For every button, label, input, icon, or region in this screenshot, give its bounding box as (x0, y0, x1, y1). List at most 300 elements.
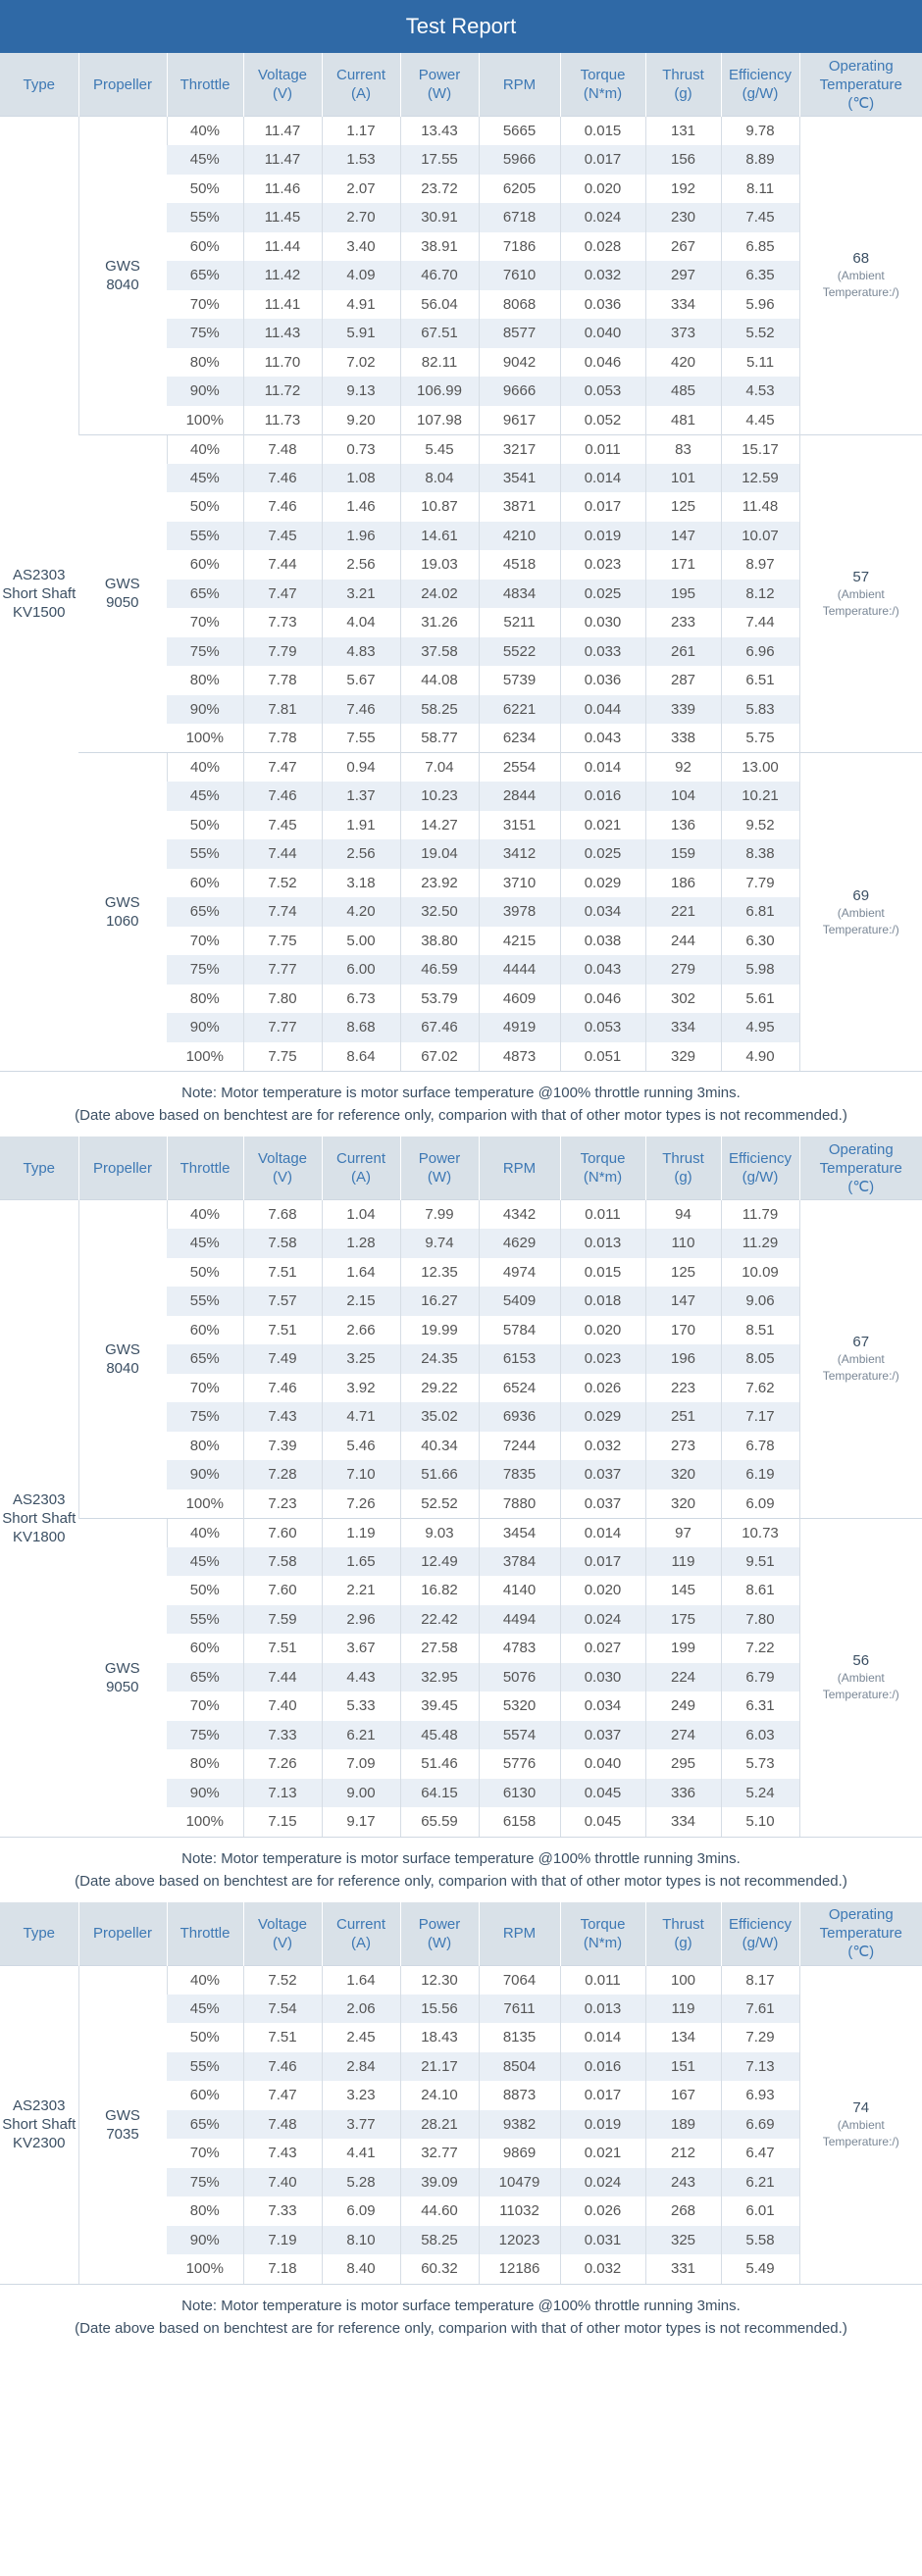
data-cell: 0.028 (560, 232, 645, 262)
data-cell: 90% (167, 377, 243, 406)
data-cell: 1.91 (322, 811, 400, 840)
data-cell: 6.79 (721, 1663, 799, 1692)
data-cell: 199 (645, 1634, 721, 1663)
data-cell: 7.80 (721, 1605, 799, 1635)
data-cell: 30.91 (400, 203, 479, 232)
data-cell: 0.017 (560, 492, 645, 522)
data-cell: 119 (645, 1995, 721, 2024)
data-cell: 4.20 (322, 897, 400, 927)
note-line: (Date above based on benchtest are for reference only, comparion with that of other motor types is not recommended.) (75, 2319, 847, 2337)
data-cell: 0.016 (560, 782, 645, 811)
column-header (721, 1136, 799, 1200)
data-cell: 4629 (479, 1229, 560, 1258)
data-cell: 2.56 (322, 839, 400, 869)
data-cell: 0.032 (560, 2254, 645, 2284)
data-cell: 15.56 (400, 1995, 479, 2024)
column-header-line: (W) (427, 1169, 452, 1186)
column-header-line: Power (418, 1150, 461, 1167)
column-header-line: Temperature (819, 1159, 902, 1177)
data-cell: 4.45 (721, 406, 799, 435)
column-header-line: (N*m) (583, 85, 623, 102)
column-header-line: (N*m) (583, 1169, 623, 1186)
data-cell: 8.05 (721, 1344, 799, 1374)
propeller-line: GWS (105, 1340, 140, 1358)
data-cell: 97 (645, 1518, 721, 1547)
data-cell: 75% (167, 955, 243, 985)
data-cell: 0.017 (560, 1547, 645, 1577)
data-cell: 221 (645, 897, 721, 927)
data-cell: 101 (645, 464, 721, 493)
column-header-line: Voltage (257, 1150, 308, 1167)
data-cell: 7.48 (243, 2110, 322, 2140)
column-header-line: Thrust (662, 1915, 704, 1933)
data-cell: 11.29 (721, 1229, 799, 1258)
data-cell: 6718 (479, 203, 560, 232)
data-cell: 420 (645, 348, 721, 378)
propeller-line: GWS (105, 2106, 140, 2124)
data-cell: 6205 (479, 175, 560, 204)
data-cell: 18.43 (400, 2023, 479, 2052)
column-header-line: Propeller (92, 1925, 153, 1942)
data-cell: 7.23 (243, 1490, 322, 1519)
data-cell: 7.44 (243, 550, 322, 580)
data-cell: 0.053 (560, 1013, 645, 1042)
data-cell: 60% (189, 1321, 220, 1339)
data-cell: 58.25 (400, 2226, 479, 2255)
data-cell: 125 (645, 1258, 721, 1288)
table-row (0, 1200, 922, 1230)
data-cell: 5211 (479, 608, 560, 637)
data-cell: 11.47 (243, 145, 322, 175)
data-cell: 336 (645, 1779, 721, 1808)
data-cell: 1.19 (322, 1518, 400, 1547)
data-cell: 8.38 (721, 839, 799, 869)
propeller-line: 8040 (106, 276, 139, 293)
data-cell: 75% (167, 637, 243, 667)
data-cell: 7.46 (243, 782, 322, 811)
data-cell: 3.21 (322, 580, 400, 609)
data-cell: 5.83 (721, 695, 799, 725)
column-header (721, 53, 799, 117)
propeller (78, 1518, 167, 1837)
data-cell: 7.45 (243, 811, 322, 840)
data-cell: 45% (167, 1229, 243, 1258)
data-cell: 7.49 (243, 1344, 322, 1374)
data-cell: 8.17 (721, 1965, 799, 1995)
column-header (322, 1136, 400, 1200)
column-header (400, 53, 479, 117)
data-cell: 0.014 (560, 2023, 645, 2052)
data-cell: 58.77 (400, 724, 479, 753)
data-cell: 11032 (479, 2197, 560, 2226)
column-header (322, 1902, 400, 1966)
data-cell: 40% (167, 1518, 243, 1547)
data-cell: 8504 (479, 2052, 560, 2082)
data-cell: 7.40 (243, 1692, 322, 1721)
data-cell: 2.96 (322, 1605, 400, 1635)
data-cell: 8.51 (721, 1316, 799, 1345)
data-cell: 16.27 (400, 1287, 479, 1316)
data-cell: 7.46 (243, 2052, 322, 2082)
data-cell: 0.015 (560, 1258, 645, 1288)
data-cell: 5.28 (322, 2168, 400, 2197)
data-cell: 0.046 (560, 985, 645, 1014)
data-cell: 4873 (479, 1042, 560, 1072)
data-cell: 0.024 (560, 203, 645, 232)
data-cell: 7.15 (243, 1807, 322, 1837)
data-cell: 46.59 (400, 955, 479, 985)
column-header (721, 1902, 799, 1966)
column-header (560, 1902, 645, 1966)
column-header-line: Operating (828, 57, 894, 75)
data-cell: 0.032 (560, 1432, 645, 1461)
data-cell: 104 (645, 782, 721, 811)
data-cell: 7.58 (243, 1547, 322, 1577)
data-cell: 38.80 (400, 927, 479, 956)
data-cell: 11.42 (243, 261, 322, 290)
header-row (0, 1136, 922, 1200)
data-cell: 7.59 (243, 1605, 322, 1635)
data-cell: 212 (645, 2139, 721, 2168)
table-row (0, 434, 922, 464)
data-cell: 7.04 (400, 753, 479, 783)
data-cell: 9382 (479, 2110, 560, 2140)
data-cell: 6524 (479, 1374, 560, 1403)
data-cell: 151 (645, 2052, 721, 2082)
data-cell: 10.09 (721, 1258, 799, 1288)
table-row (0, 1965, 922, 1995)
ambient-temperature-label: (Ambient Temperature:/) (822, 269, 899, 300)
data-cell: 7.09 (322, 1749, 400, 1779)
data-cell: 7.54 (243, 1995, 322, 2024)
data-cell: 159 (645, 839, 721, 869)
temperature-value: 74 (852, 2099, 870, 2116)
propeller (78, 1965, 167, 2284)
motor-type (0, 1200, 78, 1837)
data-cell: 52.52 (400, 1490, 479, 1519)
data-cell: 80% (189, 353, 220, 371)
data-cell: 7.78 (243, 666, 322, 695)
data-cell: 12186 (479, 2254, 560, 2284)
data-cell: 4.53 (721, 377, 799, 406)
data-cell: 6.19 (721, 1460, 799, 1490)
temperature-value: 68 (852, 250, 870, 268)
data-cell: 24.02 (400, 580, 479, 609)
data-cell: 70% (189, 2145, 220, 2162)
data-cell: 329 (645, 1042, 721, 1072)
propeller-line: 8040 (106, 1359, 139, 1377)
data-cell: 100% (185, 1047, 224, 1065)
motor-type-line: AS2303 (13, 2097, 66, 2114)
data-cell: 12.30 (400, 1965, 479, 1995)
data-cell: 7.18 (243, 2254, 322, 2284)
data-cell: 8135 (479, 2023, 560, 2052)
data-cell: 0.011 (560, 1965, 645, 1995)
data-cell: 60% (189, 1640, 220, 1657)
data-cell: 80% (189, 1755, 220, 1773)
data-cell: 7.46 (243, 1374, 322, 1403)
data-cell: 7.48 (243, 434, 322, 464)
data-cell: 67.46 (400, 1013, 479, 1042)
data-cell: 7.26 (243, 1749, 322, 1779)
data-cell: 29.22 (400, 1374, 479, 1403)
operating-temperature (799, 1965, 922, 2284)
data-cell: 9.13 (322, 377, 400, 406)
data-cell: 7.62 (721, 1374, 799, 1403)
motor-type-line: Short Shaft (2, 585, 77, 602)
propeller (78, 1200, 167, 1519)
data-cell: 339 (645, 695, 721, 725)
data-cell: 13.00 (721, 753, 799, 783)
data-cell: 7.52 (243, 1965, 322, 1995)
data-cell: 6.03 (721, 1721, 799, 1750)
data-cell: 2.66 (322, 1316, 400, 1345)
data-cell: 279 (645, 955, 721, 985)
data-cell: 8.64 (322, 1042, 400, 1072)
data-cell: 334 (645, 1013, 721, 1042)
data-cell: 7.02 (322, 348, 400, 378)
propeller-line: 1060 (106, 913, 139, 930)
data-cell: 3.18 (322, 869, 400, 898)
data-cell: 45% (167, 464, 243, 493)
motor-type-line: AS2303 (13, 567, 66, 583)
data-cell: 2.15 (322, 1287, 400, 1316)
data-cell: 4.91 (322, 290, 400, 320)
data-cell: 1.08 (322, 464, 400, 493)
data-cell: 0.051 (560, 1042, 645, 1072)
data-cell: 50% (189, 1582, 220, 1599)
data-cell: 75% (167, 1402, 243, 1432)
data-cell: 11.44 (243, 232, 322, 262)
data-cell: 56.04 (400, 290, 479, 320)
data-cell: 7.40 (243, 2168, 322, 2197)
data-cell: 5.45 (400, 434, 479, 464)
data-cell: 22.42 (400, 1605, 479, 1635)
data-cell: 45% (167, 1547, 243, 1577)
data-cell: 6221 (479, 695, 560, 725)
data-cell: 7.43 (243, 1402, 322, 1432)
data-cell: 70% (189, 614, 220, 631)
data-cell: 167 (645, 2081, 721, 2110)
data-cell: 11.43 (243, 319, 322, 348)
data-cell: 7.39 (243, 1432, 322, 1461)
data-cell: 65% (167, 261, 243, 290)
data-cell: 223 (645, 1374, 721, 1403)
data-cell: 3.92 (322, 1374, 400, 1403)
data-cell: 4210 (479, 522, 560, 551)
column-header-line: RPM (502, 1159, 537, 1177)
data-cell: 0.016 (560, 2052, 645, 2082)
data-cell: 67.02 (400, 1042, 479, 1072)
motor-type-line: KV1800 (13, 1528, 66, 1545)
data-cell: 5.67 (322, 666, 400, 695)
data-cell: 0.019 (560, 2110, 645, 2140)
data-cell: 6.09 (721, 1490, 799, 1519)
data-cell: 16.82 (400, 1576, 479, 1605)
data-cell: 7.46 (322, 695, 400, 725)
data-cell: 24.10 (400, 2081, 479, 2110)
data-cell: 32.50 (400, 897, 479, 927)
data-cell: 5.58 (721, 2226, 799, 2255)
data-cell: 134 (645, 2023, 721, 2052)
data-cell: 90% (167, 1013, 243, 1042)
temperature-value: 69 (852, 886, 870, 904)
data-cell: 5.61 (721, 985, 799, 1014)
data-cell: 8.10 (322, 2226, 400, 2255)
data-cell: 0.052 (560, 406, 645, 435)
data-cell: 0.94 (322, 753, 400, 783)
data-cell: 7.46 (243, 492, 322, 522)
column-header (479, 53, 560, 117)
data-cell: 0.014 (560, 1518, 645, 1547)
data-cell: 131 (645, 117, 721, 146)
data-cell: 7.47 (243, 580, 322, 609)
data-cell: 297 (645, 261, 721, 290)
data-cell: 50% (189, 498, 220, 516)
table-row (0, 1518, 922, 1547)
data-cell: 251 (645, 1402, 721, 1432)
report-title: Test Report (0, 0, 922, 53)
column-header (167, 1902, 243, 1966)
data-cell: 100% (185, 411, 224, 429)
data-cell: 23.72 (400, 175, 479, 204)
data-cell: 2.21 (322, 1576, 400, 1605)
data-cell: 0.019 (560, 522, 645, 551)
data-cell: 6.85 (721, 232, 799, 262)
data-cell: 6.47 (721, 2139, 799, 2168)
data-cell: 2554 (479, 753, 560, 783)
data-cell: 75% (167, 1721, 243, 1750)
data-cell: 10.23 (400, 782, 479, 811)
data-cell: 4.71 (322, 1402, 400, 1432)
data-cell: 5.24 (721, 1779, 799, 1808)
data-cell: 7611 (479, 1995, 560, 2024)
data-cell: 70% (189, 932, 220, 949)
data-cell: 6.00 (322, 955, 400, 985)
data-cell: 0.025 (560, 580, 645, 609)
data-cell: 75% (167, 2168, 243, 2197)
data-cell: 60% (189, 237, 220, 255)
column-header-line: Current (335, 67, 386, 83)
data-cell: 46.70 (400, 261, 479, 290)
data-cell: 145 (645, 1576, 721, 1605)
column-header-line: Type (23, 1159, 56, 1177)
data-cell: 0.023 (560, 550, 645, 580)
note-line: (Date above based on benchtest are for reference only, comparion with that of other motor types is not recommended.) (75, 1107, 847, 1124)
data-cell: 7.44 (243, 839, 322, 869)
data-cell: 485 (645, 377, 721, 406)
data-cell: 5.91 (322, 319, 400, 348)
data-cell: 6.93 (721, 2081, 799, 2110)
motor-type-line: Short Shaft (2, 2116, 77, 2133)
data-cell: 1.53 (322, 145, 400, 175)
data-cell: 3.23 (322, 2081, 400, 2110)
data-cell: 7.51 (243, 1634, 322, 1663)
data-cell: 334 (645, 1807, 721, 1837)
column-header (799, 1902, 922, 1966)
data-cell: 7.10 (322, 1460, 400, 1490)
propeller (78, 117, 167, 435)
data-cell: 13.43 (400, 117, 479, 146)
propeller-line: 9050 (106, 1678, 139, 1695)
data-cell: 7.33 (243, 1721, 322, 1750)
data-cell: 0.037 (560, 1460, 645, 1490)
data-cell: 5.73 (721, 1749, 799, 1779)
data-cell: 40% (167, 1200, 243, 1230)
data-cell: 11.48 (721, 492, 799, 522)
column-header-line: (g/W) (742, 1169, 779, 1186)
data-cell: 100% (185, 730, 224, 746)
data-cell: 7.45 (721, 203, 799, 232)
data-cell: 0.043 (560, 955, 645, 985)
data-cell: 7.13 (721, 2052, 799, 2082)
data-cell: 39.09 (400, 2168, 479, 2197)
data-cell: 7.46 (243, 464, 322, 493)
data-cell: 40.34 (400, 1432, 479, 1461)
data-cell: 1.04 (322, 1200, 400, 1230)
column-header-line: (V) (273, 1169, 292, 1186)
column-header (0, 53, 78, 117)
data-cell: 45% (167, 145, 243, 175)
column-header-line: Efficiency (729, 1150, 792, 1167)
data-cell: 7.74 (243, 897, 322, 927)
data-cell: 28.21 (400, 2110, 479, 2140)
data-cell: 7.44 (721, 608, 799, 637)
note-line: Note: Motor temperature is motor surface temperature @100% throttle running 3mins. (181, 1085, 741, 1101)
data-cell: 6.51 (721, 666, 799, 695)
column-header (400, 1136, 479, 1200)
data-cell: 11.73 (243, 406, 322, 435)
data-cell: 70% (189, 1379, 220, 1396)
data-cell: 8.61 (721, 1576, 799, 1605)
table-row (0, 117, 922, 146)
data-cell: 5.52 (721, 319, 799, 348)
motor-type-line: AS2303 (13, 1490, 66, 1508)
data-cell: 55% (167, 1605, 243, 1635)
data-cell: 3.67 (322, 1634, 400, 1663)
data-cell: 5.98 (721, 955, 799, 985)
data-cell: 55% (167, 2052, 243, 2082)
data-cell: 9.74 (400, 1229, 479, 1258)
data-cell: 175 (645, 1605, 721, 1635)
data-cell: 45% (167, 1995, 243, 2024)
data-cell: 100% (185, 1494, 224, 1512)
propeller (78, 753, 167, 1072)
data-cell: 334 (645, 290, 721, 320)
column-header (78, 1136, 167, 1200)
data-cell: 7.81 (243, 695, 322, 725)
propeller (78, 434, 167, 753)
data-cell: 90% (167, 1779, 243, 1808)
column-header (78, 53, 167, 117)
data-cell: 35.02 (400, 1402, 479, 1432)
column-header-line: Throttle (179, 1925, 230, 1942)
data-cell: 51.66 (400, 1460, 479, 1490)
data-cell: 7244 (479, 1432, 560, 1461)
data-cell: 40% (167, 753, 243, 783)
data-cell: 6.35 (721, 261, 799, 290)
data-cell: 0.044 (560, 695, 645, 725)
data-cell: 0.023 (560, 1344, 645, 1374)
data-cell: 0.026 (560, 2197, 645, 2226)
data-cell: 4.83 (322, 637, 400, 667)
column-header-line: Operating (828, 1140, 894, 1158)
column-header (78, 1902, 167, 1966)
data-cell: 7.61 (721, 1995, 799, 2024)
data-cell: 0.017 (560, 2081, 645, 2110)
data-cell: 7.79 (721, 869, 799, 898)
temperature-value: 67 (852, 1334, 870, 1351)
